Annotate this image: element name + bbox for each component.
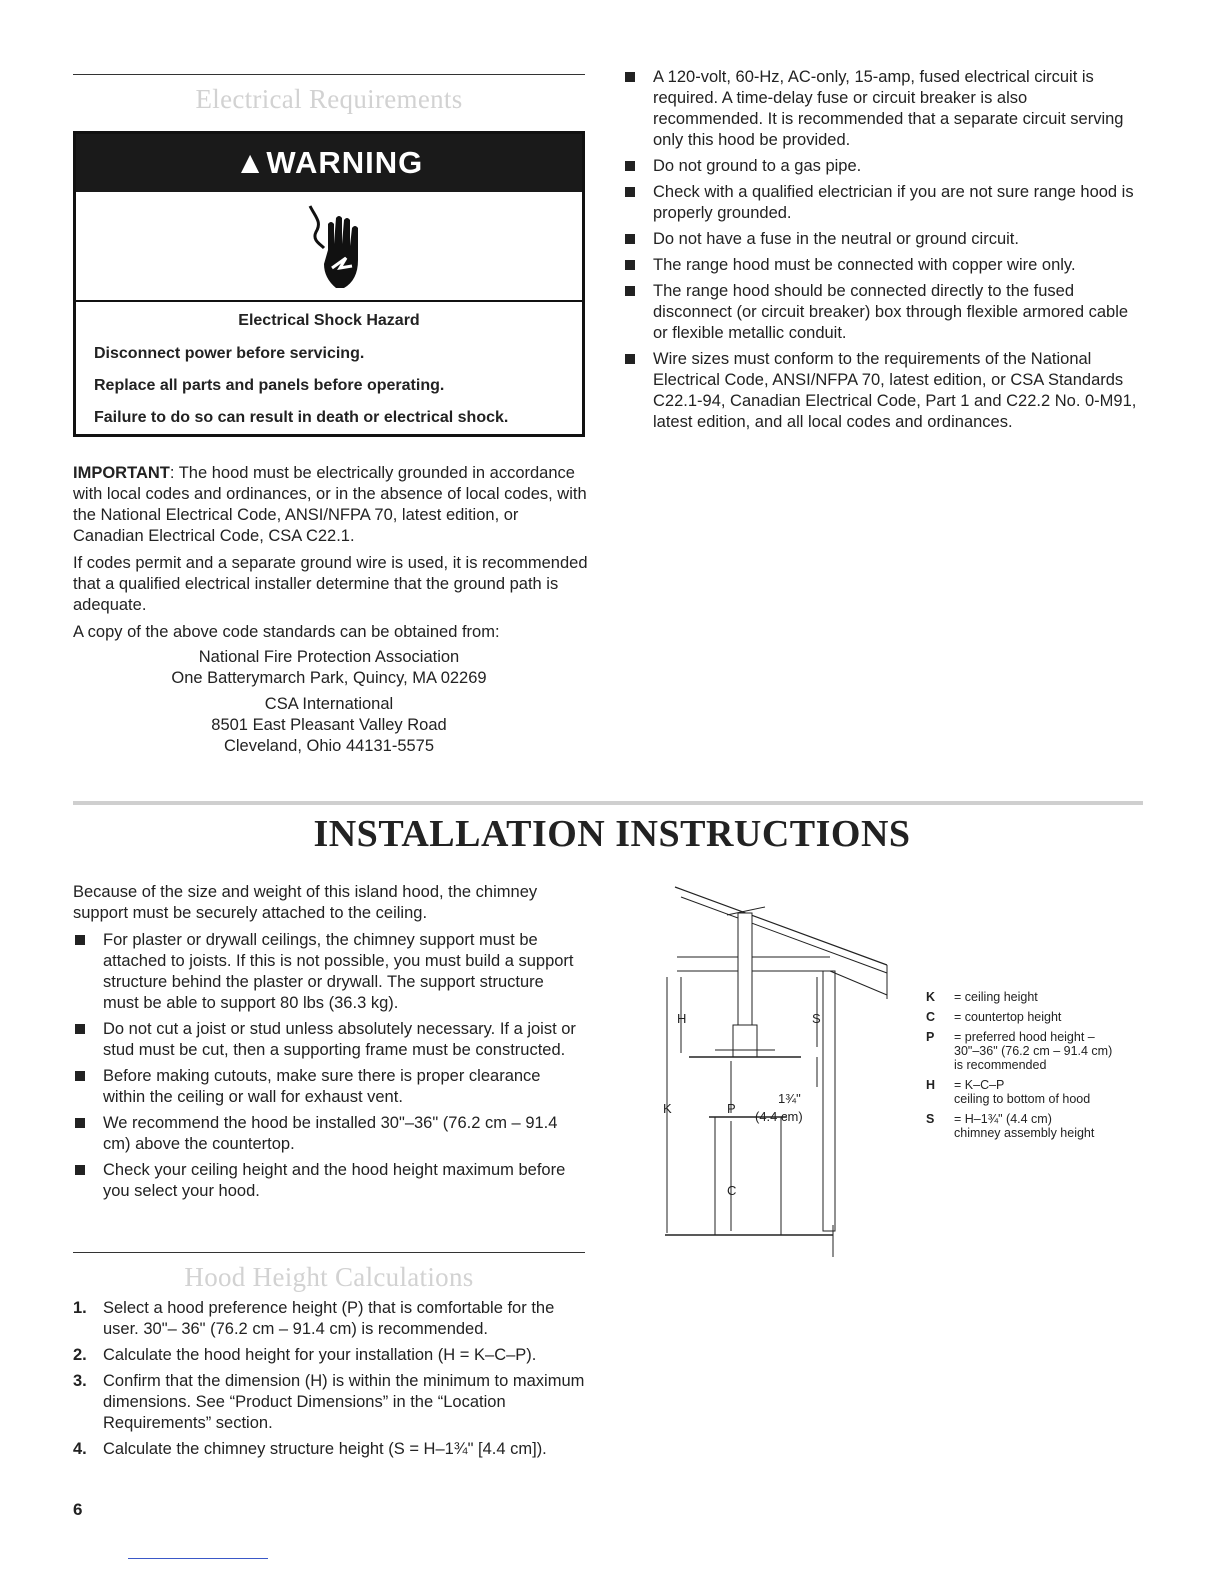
warning-divider — [76, 300, 582, 302]
list-item: Do not have a fuse in the neutral or ground circuit. — [623, 229, 1138, 250]
dim-label-s: S — [812, 1011, 821, 1026]
warning-line: Failure to do so can result in death or electrical shock. — [94, 409, 509, 426]
dim-label-h: H — [677, 1011, 687, 1026]
dim-label-gap-cm: (4.4 cm) — [755, 1109, 803, 1124]
ground-wire-paragraph: If codes permit and a separate ground wire is used, it is recommended that a qualified electrical installer determine that the ground path is adequate. — [73, 554, 588, 614]
warning-title: WARNING — [266, 145, 424, 180]
footer-rule — [128, 1558, 268, 1559]
list-item: 2. Calculate the hood height for your installation (H = K–C–P). — [73, 1346, 537, 1364]
hood-height-heading: Hood Height Calculations — [184, 1262, 474, 1292]
section-rule — [73, 74, 585, 75]
warning-bar — [76, 134, 582, 192]
list-item: Wire sizes must conform to the requirements of the National Electrical Code, ANSI/NFPA 70, latest edition, or CSA Standards C22.1-94, Canadian Electrical Code, Part 1 and C22.2 No. 0-M91, latest edition, and all local codes and ordinances. — [623, 349, 1138, 433]
legend-item: H = K–C–P ceiling to bottom of hood — [926, 1078, 1091, 1106]
legend-item: K = ceiling height — [926, 990, 1038, 1004]
legend-item: C = countertop height — [926, 1010, 1062, 1024]
list-item: The range hood should be connected directly to the fused disconnect (or circuit breaker) box through flexible armored cable or flexible metallic conduit. — [623, 281, 1138, 344]
list-item: The range hood must be connected with copper wire only. — [623, 255, 1138, 276]
important-label: IMPORTANT — [73, 464, 170, 482]
legend-item: S = H–1¾" (4.4 cm) chimney assembly height — [926, 1112, 1095, 1140]
dim-label-p: P — [727, 1101, 736, 1116]
hood-height-diagram — [655, 885, 895, 1265]
installation-rule — [73, 801, 1143, 805]
wall — [823, 971, 835, 1231]
section-rule — [73, 1252, 585, 1253]
roof-line — [675, 887, 887, 965]
warning-hazard: Electrical Shock Hazard — [238, 312, 420, 329]
list-item: For plaster or drywall ceilings, the chimney support must be attached to joists. If this is not possible, you must build a support structure behind the plaster or drywall. The support structure must be able to support 80 lbs (36.3 kg). — [73, 930, 583, 1014]
warning-line: Replace all parts and panels before operating. — [94, 377, 445, 394]
important-text: : The hood must be electrically grounded in accordance with local codes and ordinances, or in the absence of local codes, with the National Electrical Code, ANSI/NFPA 70, latest edition, or Canadian Electrical Code, CSA C22.1. — [73, 464, 587, 545]
installation-title: INSTALLATION INSTRUCTIONS — [313, 813, 911, 855]
list-item: We recommend the hood be installed 30"–36" (76.2 cm – 91.4 cm) above the countertop. — [73, 1113, 583, 1155]
page-number: 6 — [73, 1500, 83, 1519]
code-copy-paragraph: A copy of the above code standards can be obtained from: — [73, 623, 500, 641]
warning-line: Disconnect power before servicing. — [94, 345, 365, 362]
electrical-bullet-list — [623, 67, 1138, 438]
warning-triangle-icon: ▲ — [234, 145, 267, 180]
address-line: 8501 East Pleasant Valley Road — [211, 716, 447, 734]
address-line: One Batterymarch Park, Quincy, MA 02269 — [171, 669, 487, 687]
address-nfpa — [73, 647, 585, 689]
address-line: National Fire Protection Association — [198, 648, 460, 666]
island — [715, 1117, 781, 1235]
list-item: Before making cutouts, make sure there is proper clearance within the ceiling or wall for exhaust vent. — [73, 1066, 583, 1108]
installation-intro: Because of the size and weight of this island hood, the chimney support must be securely attached to the ceiling. — [73, 883, 538, 922]
list-item: 4. Calculate the chimney structure height (S = H–1¾" [4.4 cm]). — [73, 1440, 547, 1458]
electrical-heading: Electrical Requirements — [195, 84, 463, 114]
dim-label-k: K — [663, 1101, 672, 1116]
address-line: CSA International — [264, 695, 394, 713]
dim-label-gap: 1¾" — [778, 1091, 801, 1106]
roof-line — [681, 897, 887, 973]
list-item: Do not cut a joist or stud unless absolutely necessary. If a joist or stud must be cut, then a supporting frame must be constructed. — [73, 1019, 583, 1061]
legend-item: P = preferred hood height – 30"–36" (76.2 cm – 91.4 cm) is recommended — [926, 1030, 1113, 1072]
address-line: Cleveland, Ohio 44131-5575 — [223, 737, 435, 755]
ceiling-line — [830, 971, 887, 995]
list-item: Check with a qualified electrician if you are not sure range hood is properly grounded. — [623, 182, 1138, 224]
list-item: Check your ceiling height and the hood height maximum before you select your hood. — [73, 1160, 583, 1202]
address-csa — [73, 694, 585, 757]
shock-hand-icon — [302, 198, 372, 296]
important-paragraph — [73, 463, 593, 547]
list-item: 1. Select a hood preference height (P) that is comfortable for the user. 30"– 36" (76.2 cm – 91.4 cm) is recommended. — [73, 1299, 555, 1338]
hood-height-steps — [73, 1298, 588, 1465]
installation-bullet-list — [73, 930, 583, 1207]
chimney-lower — [733, 1025, 757, 1057]
warning-box — [73, 131, 585, 437]
diagram-legend — [926, 990, 1126, 1146]
chimney — [738, 913, 752, 1025]
list-item: Do not ground to a gas pipe. — [623, 156, 1138, 177]
list-item: A 120-volt, 60-Hz, AC-only, 15-amp, fused electrical circuit is required. A time-delay fuse or circuit breaker is also recommended. It is recommended that a separate circuit serving only this hood be provided. — [623, 67, 1138, 151]
list-item: 3. Confirm that the dimension (H) is within the minimum to maximum dimensions. See “Product Dimensions” in the “Location Requirements” section. — [73, 1372, 585, 1432]
dim-label-c: C — [727, 1183, 737, 1198]
